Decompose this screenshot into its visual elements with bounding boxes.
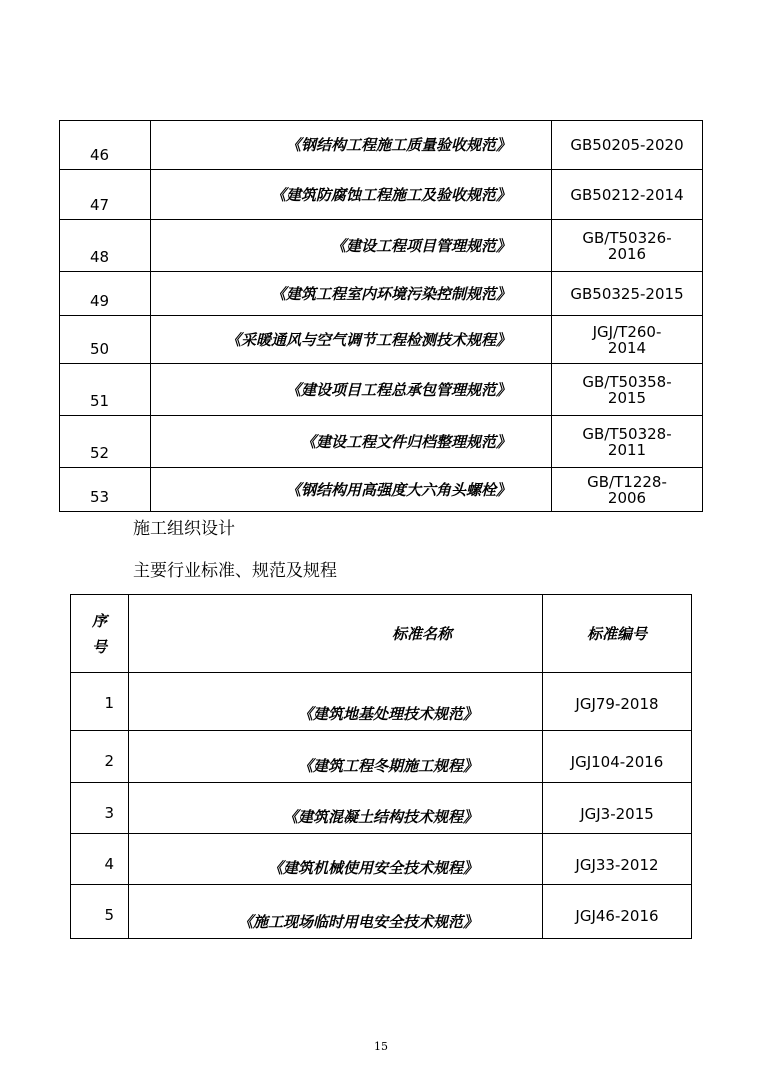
standard-code: GB50205-2020 (552, 121, 703, 170)
row-number: 51 (60, 364, 151, 416)
standard-code: JGJ79-2018 (543, 673, 692, 731)
row-number: 2 (71, 731, 129, 783)
table-row (60, 121, 703, 170)
table-row (71, 783, 692, 834)
table-row (71, 834, 692, 885)
table-row (60, 416, 703, 468)
row-number: 52 (60, 416, 151, 468)
standard-code: JGJ104-2016 (543, 731, 692, 783)
standard-name: 《建设项目工程总承包管理规范》 (151, 364, 552, 416)
table-row (71, 731, 692, 783)
standard-name: 《建设工程文件归档整理规范》 (151, 416, 552, 468)
row-number: 48 (60, 220, 151, 272)
table-row (60, 316, 703, 364)
header-code: 标准编号 (543, 595, 692, 673)
row-number: 1 (71, 673, 129, 731)
row-number: 53 (60, 468, 151, 512)
standard-code: GB50325-2015 (552, 272, 703, 316)
standard-name: 《钢结构用高强度大六角头螺栓》 (151, 468, 552, 512)
table-row (60, 220, 703, 272)
standard-code: JGJ46-2016 (543, 885, 692, 939)
standard-code: GB/T50326- 2016 (552, 220, 703, 272)
section-subtitle: 主要行业标准、规范及规程 (133, 561, 337, 581)
standard-code: GB/T1228- 2006 (552, 468, 703, 512)
header-no (71, 595, 129, 673)
table-row (60, 272, 703, 316)
standard-code: JGJ3-2015 (543, 783, 692, 834)
standard-name: 《建筑防腐蚀工程施工及验收规范》 (151, 170, 552, 220)
standard-name: 《建筑混凝土结构技术规程》 (129, 783, 543, 834)
row-number: 4 (71, 834, 129, 885)
standard-name: 《采暖通风与空气调节工程检测技术规程》 (151, 316, 552, 364)
standard-code: GB50212-2014 (552, 170, 703, 220)
header-name: 标准名称 (129, 595, 543, 673)
standard-code: JGJ/T260- 2014 (552, 316, 703, 364)
standard-name: 《建设工程项目管理规范》 (151, 220, 552, 272)
standard-name: 《施工现场临时用电安全技术规范》 (129, 885, 543, 939)
standard-name: 《建筑工程冬期施工规程》 (129, 731, 543, 783)
table-row (60, 364, 703, 416)
section-title: 施工组织设计 (133, 519, 235, 539)
table-row (60, 468, 703, 512)
standard-code: GB/T50328- 2011 (552, 416, 703, 468)
row-number: 50 (60, 316, 151, 364)
industry-standards-table (70, 594, 692, 939)
table-row (60, 170, 703, 220)
standard-code: JGJ33-2012 (543, 834, 692, 885)
page-number: 15 (374, 1040, 388, 1053)
table-row (71, 673, 692, 731)
table-row (71, 885, 692, 939)
row-number: 46 (60, 121, 151, 170)
standards-table-continued (59, 120, 703, 512)
row-number: 47 (60, 170, 151, 220)
table-header-row (71, 595, 692, 673)
standard-code: GB/T50358- 2015 (552, 364, 703, 416)
standard-name: 《建筑机械使用安全技术规程》 (129, 834, 543, 885)
standard-name: 《建筑工程室内环境污染控制规范》 (151, 272, 552, 316)
header-no-label: 序 号 (91, 611, 107, 656)
standard-name: 《钢结构工程施工质量验收规范》 (151, 121, 552, 170)
standard-name: 《建筑地基处理技术规范》 (129, 673, 543, 731)
row-number: 49 (60, 272, 151, 316)
row-number: 3 (71, 783, 129, 834)
row-number: 5 (71, 885, 129, 939)
